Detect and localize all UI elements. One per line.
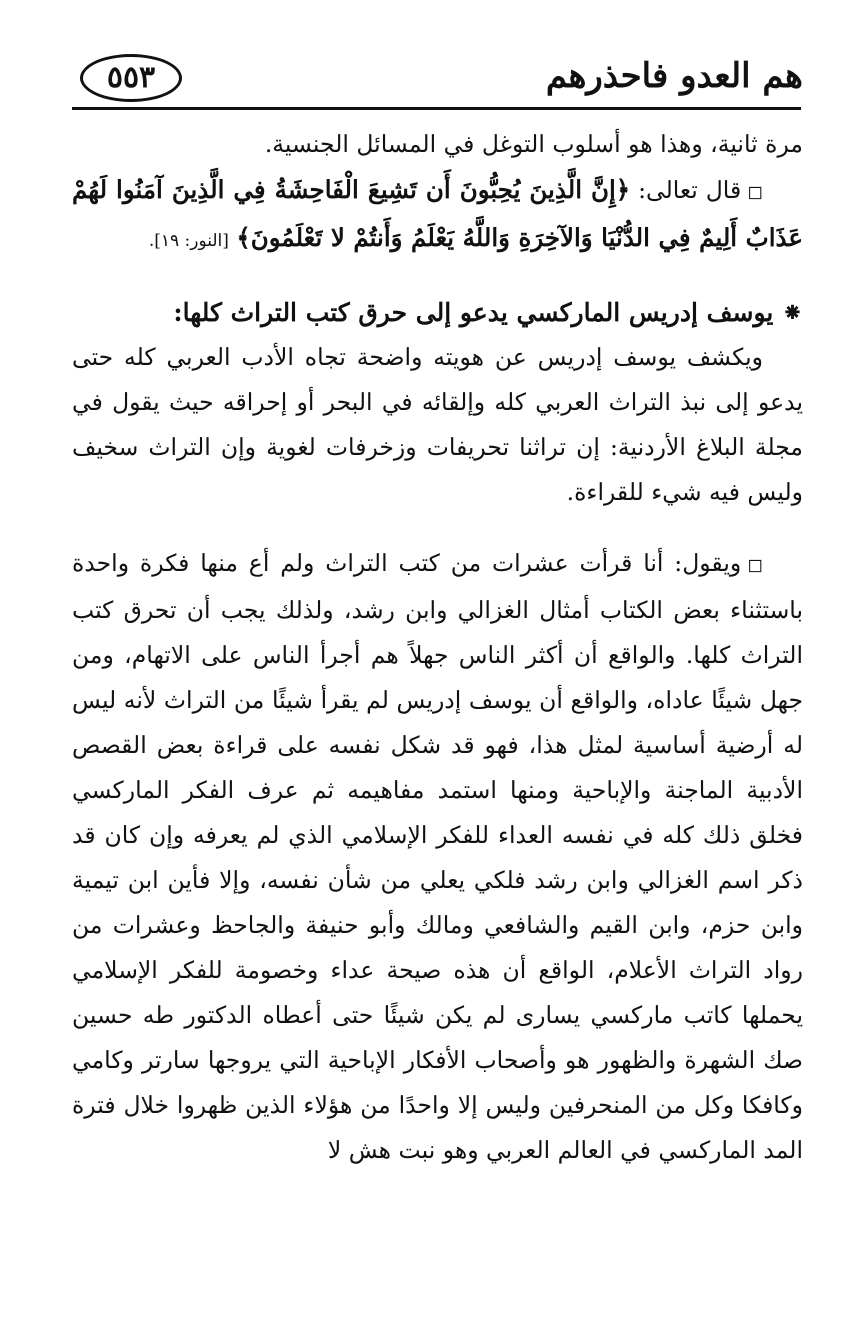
- quran-paragraph: [72, 167, 803, 264]
- paragraph: مرة ثانية، وهذا هو أسلوب التوغل في المسائل الجنسية.: [264, 130, 803, 158]
- paragraph: ويكشف يوسف إدريس عن هويته واضحة تجاه الأدب العربي كله حتى يدعو إلى نبذ التراث العربي كله وإلقائه في البحر أو إحراقه حيث يقول في مجلة البلاغ الأردنية: إن تراثنا تحريفات وزخرفات لغوية وإن التراث سخيف وليس فيه شيء للقراءة.: [72, 343, 803, 506]
- paragraph-lead: قال تعالى:: [638, 176, 742, 204]
- section-heading: [72, 290, 803, 335]
- running-title: هم العدو فاحذرهم: [545, 56, 803, 96]
- body-text: [72, 122, 803, 1173]
- quran-verse: ﴿إِنَّ الَّذِينَ يُحِبُّونَ أَن تَشِيعَ الْفَاحِشَةُ فِي الَّذِينَ آمَنُوا لَهُمْ عَذَابٌ أَلِيمٌ فِي الدُّنْيَا وَالآخِرَةِ وَاللَّهُ يَعْلَمُ وَأَنتُمْ لا تَعْلَمُونَ﴾: [72, 175, 803, 252]
- page-number: ٥٥٣: [80, 54, 182, 102]
- page-header: [72, 52, 803, 108]
- section-heading-text: يوسف إدريس الماركسي يدعو إلى حرق كتب التراث كلها:: [173, 298, 774, 327]
- asterisk-marker-icon: ⁕: [782, 298, 803, 327]
- header-rule: [72, 107, 801, 110]
- paragraph: [72, 541, 803, 1173]
- verse-reference: [النور: ١٩].: [148, 231, 229, 251]
- square-marker-icon: ◻: [747, 554, 763, 576]
- paragraph-text: ويقول: أنا قرأت عشرات من كتب التراث ولم أع منها فكرة واحدة باستثناء بعض الكتاب أمثال الغزالي وابن رشد، ولذلك يجب أن تحرق كتب التراث كلها. والواقع أن أكثر الناس جهلاً هم أجرأ الناس على الاتهام، ومن جهل شيئًا عاداه، والواقع أن يوسف إدريس لم يقرأ شيئًا من التراث لأنه ليس له أرضية أساسية لمثل هذا، فهو قد شكل نفسه على قراءة بعض القصص الأدبية الماجنة والإباحية ومنها استمد مفاهيمه ثم عرف الفكر الماركسي فخلق ذلك كله في نفسه العداء للفكر الإسلامي الذي لم يعرفه وإن كان قد ذكر اسم الغزالي وابن رشد فلكي يعلي من شأن نفسه، وإلا فأين ابن تيمية وابن حزم، وابن القيم والشافعي ومالك وأبو حنيفة والجاحظ وعشرات من رواد التراث الأعلام، الواقع أن هذه صيحة عداء وخصومة للفكر الإسلامي يحملها كاتب ماركسي يسارى لم يكن شيئًا حتى أعطاه الدكتور طه حسين صك الشهرة والظهور هو وأصحاب الأفكار الإباحية التي يروجها سارتر وكامي وكافكا وكل من المنحرفين وليس إلا واحدًا من هؤلاء الذين ظهروا خلال فترة المد الماركسي في العالم العربي وهو نبت هش لا: [72, 549, 803, 1164]
- square-marker-icon: ◻: [747, 181, 763, 203]
